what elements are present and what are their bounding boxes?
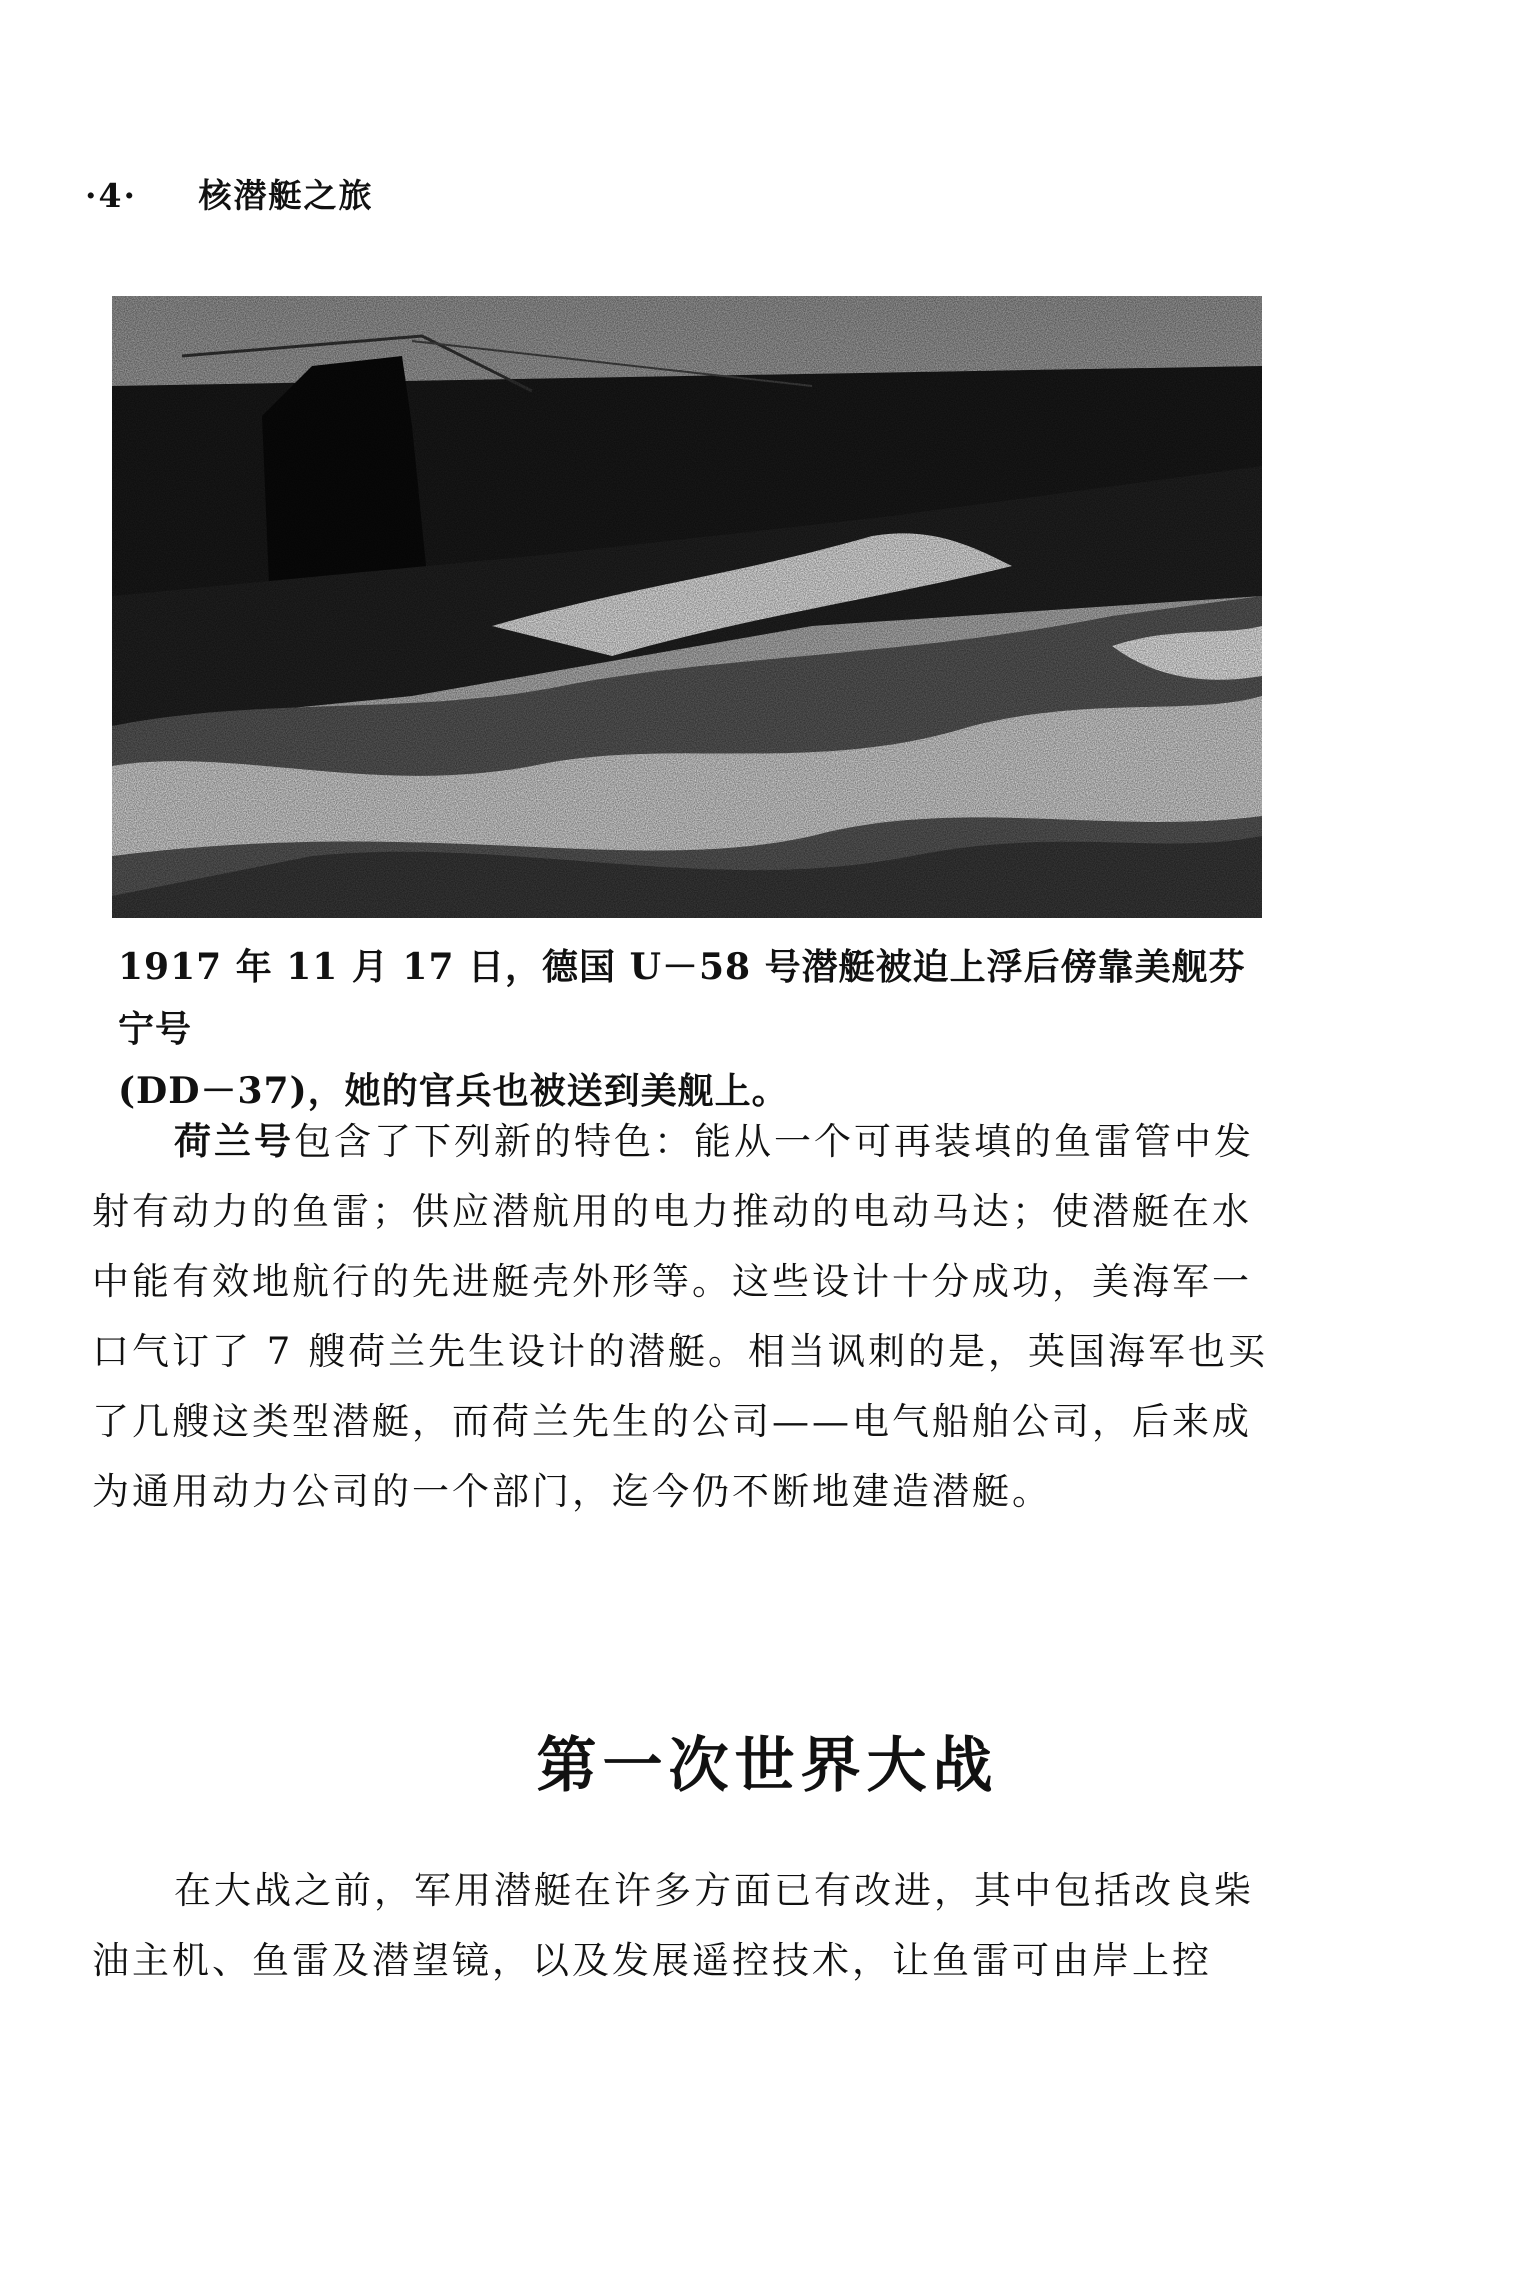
book-title: 核潜艇之旅 bbox=[198, 176, 374, 215]
running-header bbox=[85, 170, 373, 217]
page-number: ·4· bbox=[85, 176, 137, 215]
body-paragraph-1 bbox=[92, 1106, 1284, 1527]
submarine-photo bbox=[112, 296, 1262, 918]
paragraph-2-text: 在大战之前，军用潜艇在许多方面已有改进，其中包括改良柴油主机、鱼雷及潜望镜，以及发展遥控技术，让鱼雷可由岸上控 bbox=[92, 1869, 1254, 1982]
submarine-photo-illustration bbox=[112, 296, 1262, 918]
caption-line-1: 1917 年 11 月 17 日，德国 U－58 号潜艇被迫上浮后傍靠美舰芬宁号 bbox=[118, 946, 1246, 1050]
paragraph-1-text: 包含了下列新的特色：能从一个可再装填的鱼雷管中发射有动力的鱼雷；供应潜航用的电力推动的电动马达；使潜艇在水中能有效地航行的先进艇壳外形等。这些设计十分成功，美海军一口气订了 7 艘荷兰先生设计的潜艇。相当讽刺的是，英国海军也买了几艘这类型潜艇，而荷兰先生的公司——电气船舶公司，后来成为通用动力公司的一个部门，迄今仍不断地建造潜艇。 bbox=[92, 1120, 1269, 1513]
body-paragraph-2 bbox=[92, 1856, 1284, 1996]
caption-line-2: (DD－37)，她的官兵也被送到美舰上。 bbox=[118, 1070, 789, 1112]
section-heading: 第一次世界大战 bbox=[536, 1731, 999, 1801]
paragraph-lead-term: 荷兰号 bbox=[174, 1119, 294, 1163]
figure-caption bbox=[118, 936, 1268, 1122]
